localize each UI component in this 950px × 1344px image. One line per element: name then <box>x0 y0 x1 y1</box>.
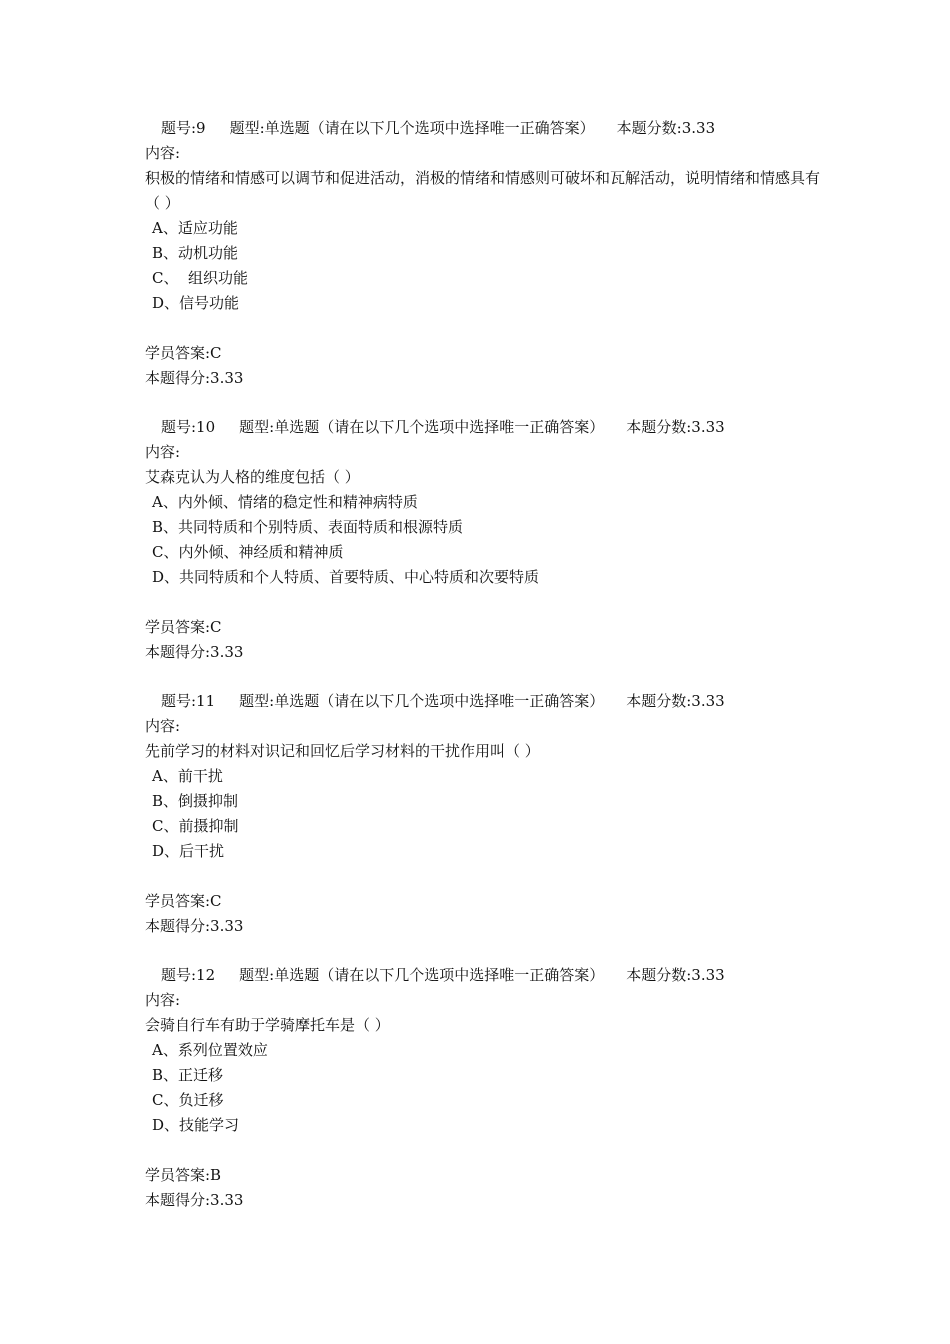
option-letter: C、 <box>152 1091 179 1109</box>
question-score: 本题分数:3.33 <box>626 692 725 710</box>
option-c <box>145 266 825 291</box>
option-text: 负迁移 <box>178 1091 224 1109</box>
question-type: 题型:单选题（请在以下几个选项中选择唯一正确答案） <box>239 966 605 984</box>
option-letter: C、 <box>152 817 179 835</box>
question-type: 题型:单选题（请在以下几个选项中选择唯一正确答案） <box>229 119 595 137</box>
option-c <box>145 540 825 565</box>
option-text: 共同特质和个人特质、首要特质、中心特质和次要特质 <box>179 568 540 586</box>
question-11 <box>145 689 825 939</box>
question-type: 题型:单选题（请在以下几个选项中选择唯一正确答案） <box>239 418 605 436</box>
question-number: 题号:11 <box>161 692 216 710</box>
content-label: 内容: <box>145 144 181 162</box>
option-text: 倒摄抑制 <box>178 792 239 810</box>
option-text: 后干扰 <box>179 842 225 860</box>
question-score: 本题分数:3.33 <box>626 966 725 984</box>
question-score: 本题分数:3.33 <box>616 119 716 137</box>
option-letter: D、 <box>152 568 180 586</box>
earned-score: 本题得分:3.33 <box>145 1191 244 1209</box>
option-text: 组织功能 <box>178 269 249 287</box>
option-b <box>145 789 825 814</box>
earned-score: 本题得分:3.33 <box>145 643 244 661</box>
question-stem: 积极的情绪和情感可以调节和促进活动，消极的情绪和情感则可破坏和瓦解活动，说明情绪和情感具有（ ） <box>145 169 821 212</box>
student-answer: 学员答案:C <box>145 892 222 910</box>
spacer <box>145 864 825 889</box>
option-text: 技能学习 <box>179 1116 240 1134</box>
option-d <box>145 1113 825 1138</box>
spacer <box>145 316 825 341</box>
option-text: 内外倾、情绪的稳定性和精神病特质 <box>177 493 418 511</box>
option-a <box>145 490 825 515</box>
spacer <box>145 590 825 615</box>
option-letter: D、 <box>152 294 180 312</box>
option-text: 正迁移 <box>178 1066 224 1084</box>
option-b <box>145 1063 825 1088</box>
question-stem: 艾森克认为人格的维度包括（ ） <box>145 468 360 486</box>
option-text: 动机功能 <box>178 244 239 262</box>
option-d <box>145 565 825 590</box>
option-letter: D、 <box>152 1116 180 1134</box>
option-text: 信号功能 <box>179 294 240 312</box>
question-number: 题号:9 <box>161 119 206 137</box>
option-b <box>145 241 825 266</box>
student-answer: 学员答案:C <box>145 618 222 636</box>
content-label: 内容: <box>145 717 181 735</box>
option-letter: C、 <box>152 543 179 561</box>
option-text: 内外倾、神经质和精神质 <box>178 543 344 561</box>
option-letter: B、 <box>152 792 179 810</box>
question-9 <box>145 116 825 391</box>
option-letter: B、 <box>152 244 179 262</box>
content-label: 内容: <box>145 991 181 1009</box>
option-text: 适应功能 <box>177 219 238 237</box>
option-b <box>145 515 825 540</box>
question-type: 题型:单选题（请在以下几个选项中选择唯一正确答案） <box>239 692 605 710</box>
option-a <box>145 764 825 789</box>
option-d <box>145 291 825 316</box>
question-10 <box>145 415 825 665</box>
question-header <box>145 415 825 440</box>
student-answer: 学员答案:B <box>145 1166 222 1184</box>
content-label: 内容: <box>145 443 181 461</box>
question-12 <box>145 963 825 1213</box>
option-letter: D、 <box>152 842 180 860</box>
option-letter: A、 <box>152 1041 178 1059</box>
option-letter: C、 <box>152 269 179 287</box>
student-answer: 学员答案:C <box>145 344 222 362</box>
option-c <box>145 1088 825 1113</box>
spacer <box>145 1138 825 1163</box>
option-letter: A、 <box>152 219 178 237</box>
option-text: 前摄抑制 <box>178 817 239 835</box>
option-letter: A、 <box>152 767 178 785</box>
question-header <box>145 963 825 988</box>
question-header <box>145 689 825 714</box>
option-letter: B、 <box>152 1066 179 1084</box>
option-d <box>145 839 825 864</box>
option-text: 前干扰 <box>177 767 223 785</box>
earned-score: 本题得分:3.33 <box>145 369 244 387</box>
question-score: 本题分数:3.33 <box>626 418 725 436</box>
earned-score: 本题得分:3.33 <box>145 917 244 935</box>
option-c <box>145 814 825 839</box>
option-letter: A、 <box>152 493 178 511</box>
question-stem: 先前学习的材料对识记和回忆后学习材料的干扰作用叫（ ） <box>145 742 540 760</box>
option-a <box>145 1038 825 1063</box>
option-text: 共同特质和个别特质、表面特质和根源特质 <box>178 518 464 536</box>
question-number: 题号:10 <box>161 418 216 436</box>
option-letter: B、 <box>152 518 179 536</box>
option-a <box>145 216 825 241</box>
question-stem: 会骑自行车有助于学骑摩托车是（ ） <box>145 1016 390 1034</box>
option-text: 系列位置效应 <box>177 1041 268 1059</box>
question-header <box>145 116 825 141</box>
question-number: 题号:12 <box>161 966 216 984</box>
